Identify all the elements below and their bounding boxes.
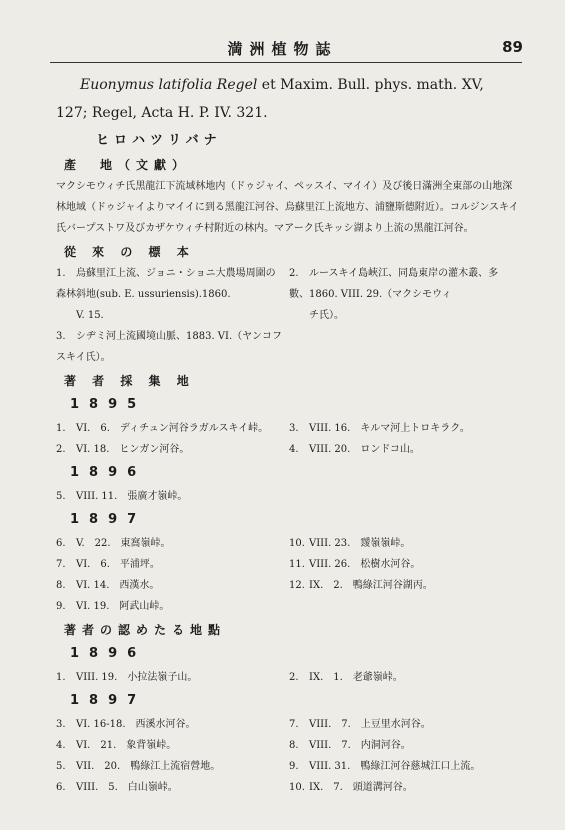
locality-item [289,735,522,756]
item-text: VII. 20. 鴨綠江上流宿營地。 [76,761,221,772]
specimen-item [56,326,289,368]
locality-grid [56,418,522,460]
specimen-item [289,263,522,326]
item-text: VIII. 16. キルマ河上トロキラク。 [309,423,470,434]
item-number: 1. [56,672,66,683]
year-heading: 1896 [70,646,147,661]
species-citation [80,70,522,100]
item-number: 5. [56,761,66,772]
locality-item [289,533,522,554]
item-text: IX. 7. 頭道溝河谷。 [309,782,413,793]
locality-item [56,418,289,439]
item-text: ルースキイ島峽江、同島東岸の灌木叢、多數、1860. VIII. 29.（マクシモウィ [289,268,499,300]
item-number: 8. [289,740,299,751]
locality-item [56,667,289,688]
header-rule [50,62,522,63]
item-number: 7. [56,559,66,570]
item-text: V. 22. 東窩嶺峠。 [76,538,171,549]
item-number: 8. [56,580,66,591]
specimens-heading: 從 來 の 標 本 [64,245,195,259]
item-number: 2. [56,444,66,455]
item-number: 12. [289,580,305,591]
item-text: VIII. 19. 小拉法嶺子山。 [76,672,198,683]
item-number: 10. [289,538,305,549]
item-text: IX. 2. 鴨綠江河谷湖丙。 [309,580,433,591]
locality-item [289,439,522,460]
year-heading: 1897 [70,512,147,527]
item-number: 7. [289,719,299,730]
scientific-name: Euonymus latifolia Regel [80,77,258,93]
item-text: VI. 6. ディチュン河谷ラガルスキイ峠。 [76,423,269,434]
locality-item [56,735,289,756]
page-content [56,70,522,798]
specimen-item [56,263,289,326]
specimens-list [56,263,522,368]
item-text: VI. 14. 西漢水。 [76,580,160,591]
item-number: 11. [289,559,305,570]
locality-grid [56,486,522,507]
japanese-name: ヒロハツリバナ [96,133,222,148]
locality-item [56,596,522,617]
item-number: 4. [56,740,66,751]
running-title: 満洲植物誌 [227,40,338,58]
locality-item [289,777,522,798]
item-text: VIII. 5. 白山嶺峠。 [76,782,178,793]
locality-heading: 產 地（文獻） [64,158,191,172]
item-text: シヂミ河上流國境山脈、1883. VI.（ヤンコフスキイ氏）。 [56,331,283,363]
locality-item [289,554,522,575]
locality-item [289,756,522,777]
item-number: 1. [56,268,66,279]
locality-item [56,439,289,460]
item-continuation: V. 15. [76,310,104,321]
locality-item [56,714,289,735]
recognized-heading: 著者の認めたる地點 [64,623,227,637]
collected-list [56,392,522,617]
locality-item [289,667,522,688]
item-text: VI. 21. 象背嶺峠。 [76,740,177,751]
locality-item [56,756,289,777]
item-number: 9. [289,761,299,772]
item-number: 2. [289,672,299,683]
locality-item [289,418,522,439]
item-text: VIII. 11. 張廣才嶺峠。 [76,491,188,502]
page-number: 89 [502,38,523,56]
item-text: VI. 19. 阿武山峠。 [76,601,170,612]
collected-heading: 著 者 採 集 地 [64,374,195,388]
locality-item [56,533,289,554]
year-heading: 1897 [70,693,147,708]
item-number: 3. [56,719,66,730]
item-text: VI. 6. 平浦坪。 [76,559,160,570]
item-number: 3. [289,423,299,434]
item-number: 2. [289,268,299,279]
locality-grid [56,533,522,617]
item-number: 10. [289,782,305,793]
item-text: VIII. 20. ロンドコ山。 [309,444,420,455]
citation-rest: et Maxim. Bull. phys. math. XV, [257,77,484,93]
item-text: VIII. 7. 内洞河谷。 [309,740,411,751]
item-text: 烏蘇里江上流、ジョニ・ショニ大農場周圍の森林斜地(sub. E. ussuriensis).1860. [56,268,276,300]
recognized-list [56,641,522,798]
locality-item [56,575,289,596]
locality-item [56,554,289,575]
item-text: VIII. 23. 靉嶺嶺峠。 [309,538,411,549]
item-number: 6. [56,538,66,549]
item-number: 1. [56,423,66,434]
item-continuation: チ氏）。 [309,310,344,321]
year-heading: 1896 [70,465,147,480]
item-number: 9. [56,601,66,612]
item-text: IX. 1. 老爺嶺峠。 [309,672,403,683]
item-text: VI. 18. ヒンガン河谷。 [76,444,190,455]
item-number: 5. [56,491,66,502]
item-text: VIII. 26. 松樹水河谷。 [309,559,421,570]
item-number: 3. [56,331,66,342]
year-heading: 1895 [70,397,147,412]
locality-item [56,486,522,507]
item-text: VIII. 31. 鴨綠江河谷慈城江口上流。 [309,761,481,772]
locality-text: マクシモウィチ氏黑龍江下流域林地内（ドゥジャイ、ペッスイ、マイイ）及び後日滿洲全東部の山地深林地域（ドゥジャイよりマイイに到る黑龍江河谷、烏蘇里江上流地方、浦鹽斯德附近）。コルジンスキイ氏バープストワ及びカザケウィチ村附近の林内。マアーク氏キッシ湖より上流の黑龍江河谷。 [56,181,519,234]
item-number: 6. [56,782,66,793]
item-text: VIII. 7. 上豆里水河谷。 [309,719,431,730]
locality-item [289,714,522,735]
item-text: VI. 16-18. 西溪水河谷。 [76,719,196,730]
locality-grid [56,667,522,688]
citation-line-2: 127; Regel, Acta H. P. IV. 321. [56,105,268,121]
locality-item [56,777,289,798]
item-number: 4. [289,444,299,455]
locality-grid [56,714,522,798]
locality-item [289,575,522,596]
